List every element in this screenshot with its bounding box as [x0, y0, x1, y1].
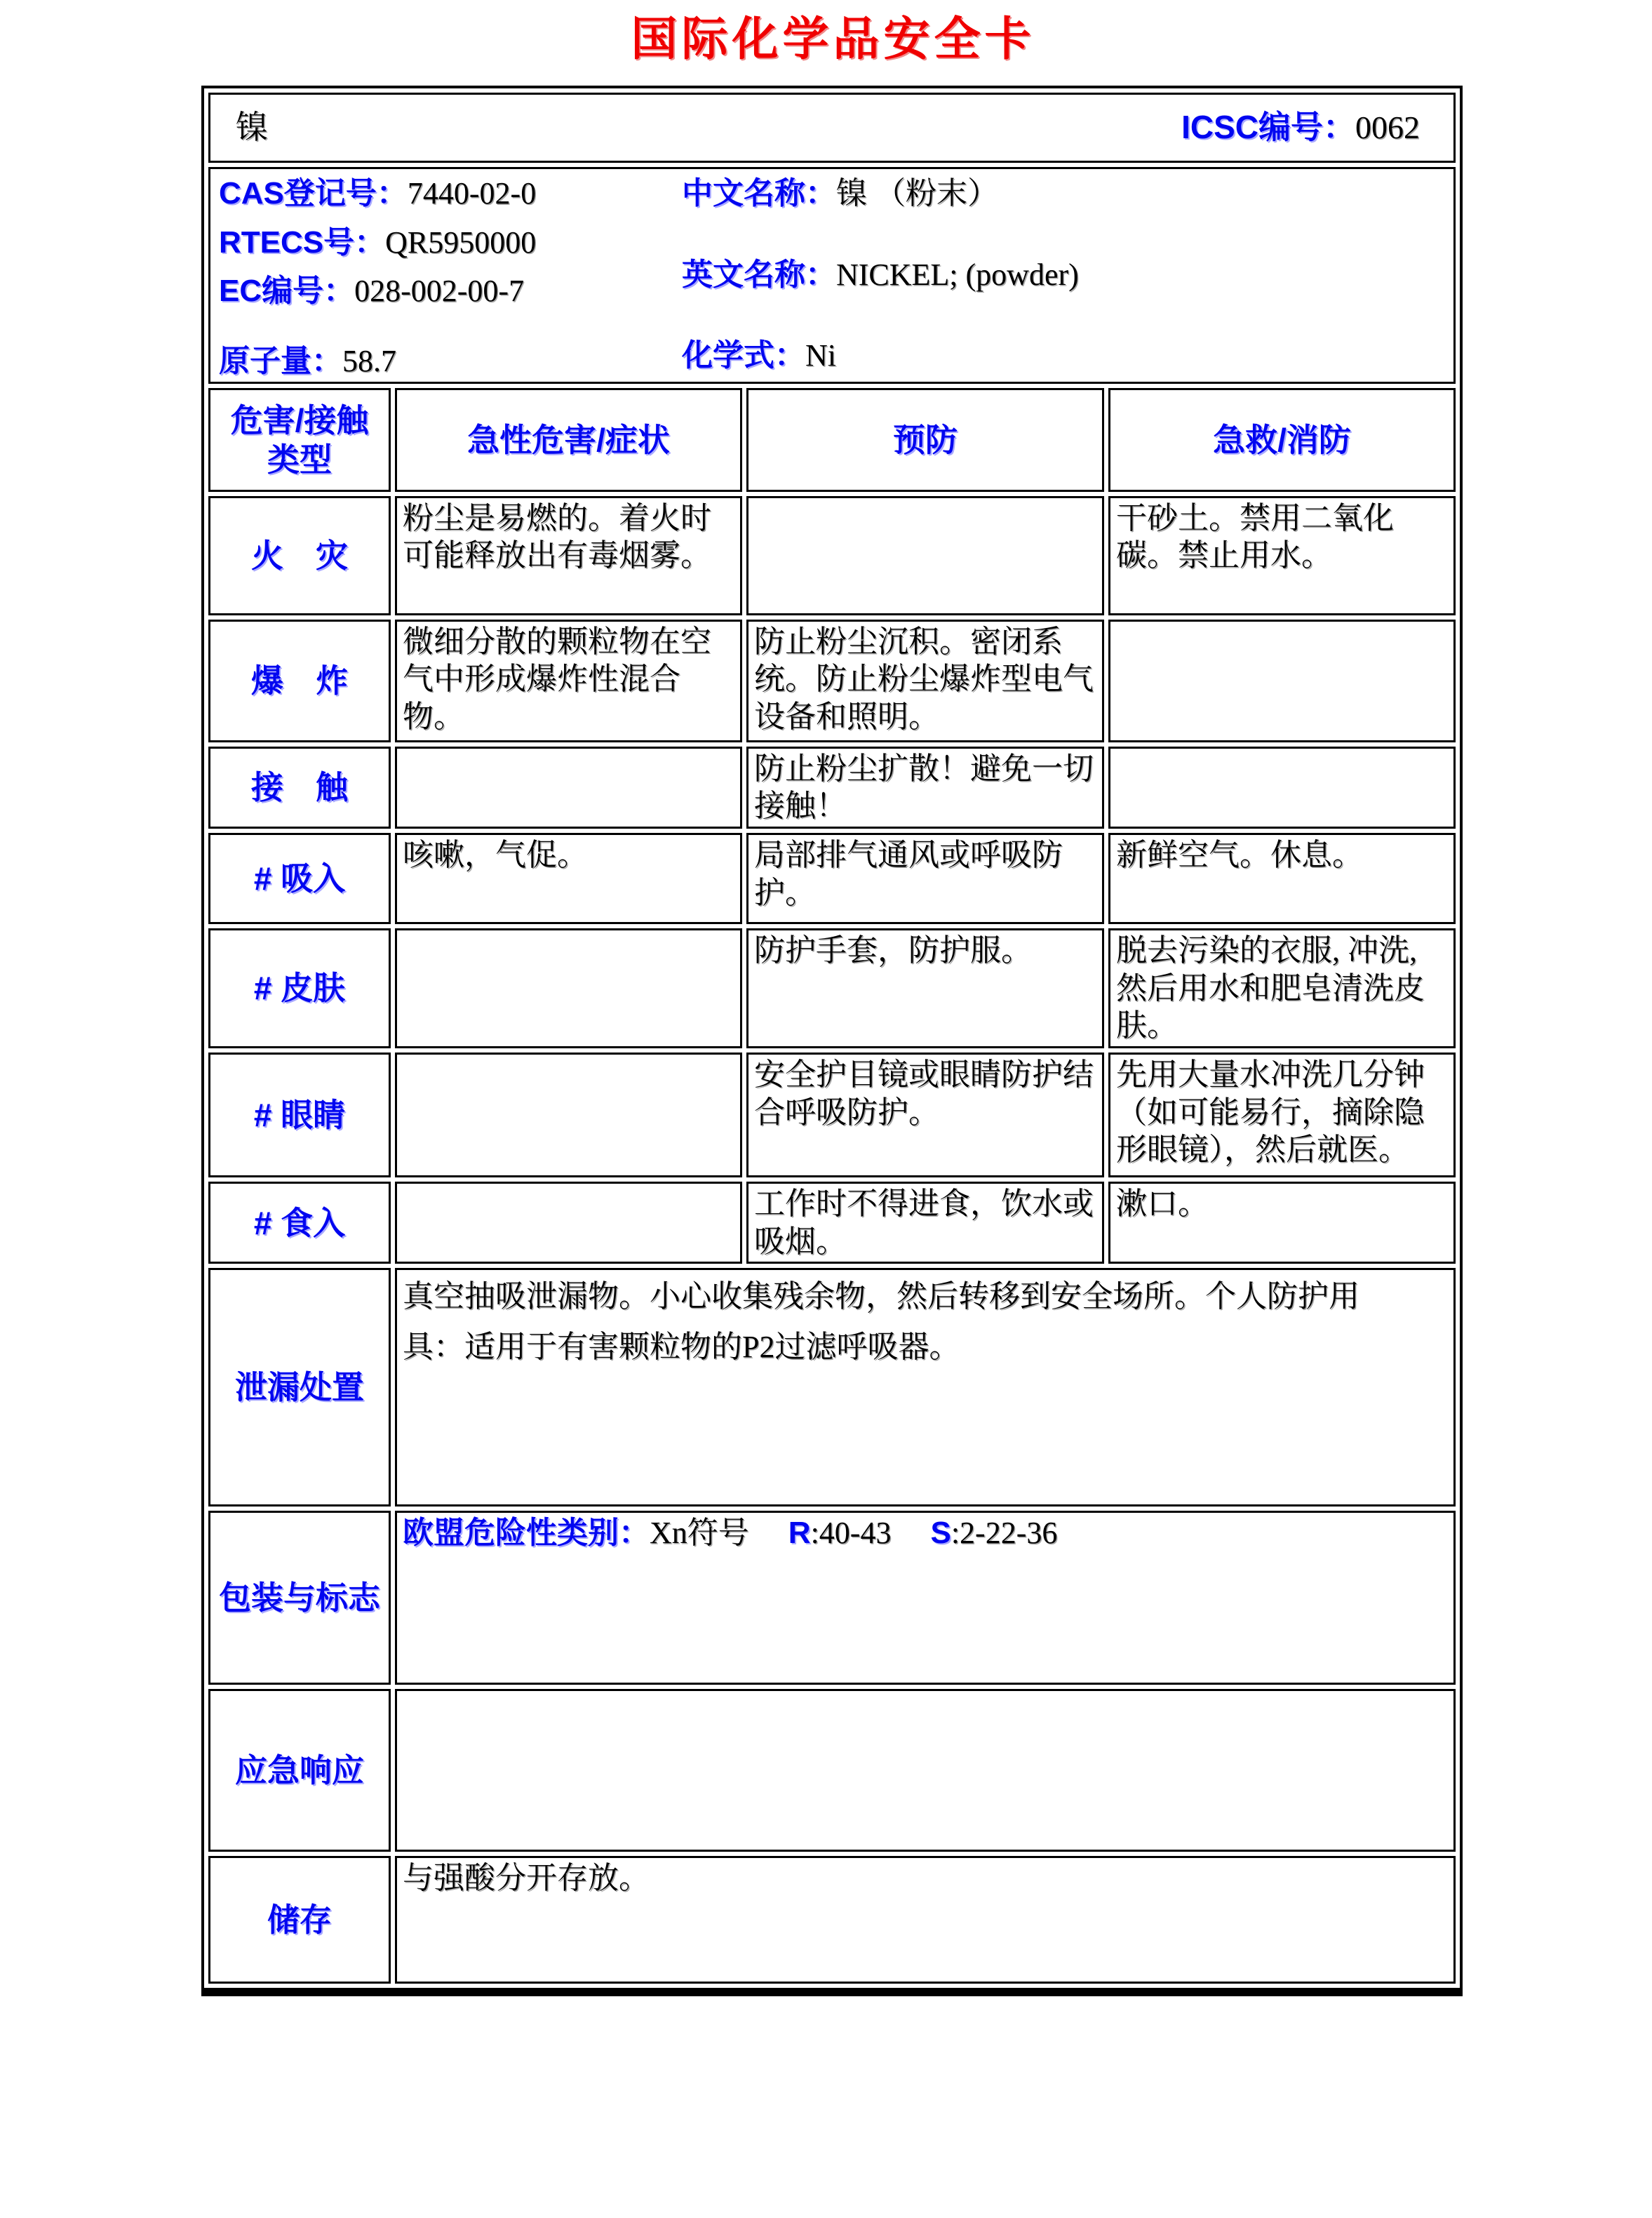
atomic-mass-label: 原子量： — [219, 344, 342, 379]
explosion-prevention-cell: 防止粉尘沉积。密闭系统。防止粉尘爆炸型电气设备和照明。 — [746, 620, 1104, 742]
row-label-eyes: # 眼睛 — [208, 1053, 391, 1177]
section-label-storage: 储存 — [208, 1856, 391, 1984]
hazard-row-skin — [208, 928, 1456, 1048]
inhalation-symptoms-cell: 咳嗽，气促。 — [395, 833, 742, 924]
eu-class-label: 欧盟危险性类别： — [403, 1516, 650, 1551]
explosion-first-aid-cell — [1108, 620, 1456, 742]
ec-label: EC编号： — [219, 274, 355, 309]
column-header-row — [208, 388, 1456, 492]
section-row-spill — [208, 1268, 1456, 1506]
hazard-row-explosion — [208, 620, 1456, 742]
contact-first-aid-cell — [1108, 747, 1456, 829]
section-row-storage — [208, 1856, 1456, 1984]
r-phrase-label: R — [788, 1516, 811, 1551]
explosion-symptoms-cell: 微细分散的颗粒物在空气中形成爆炸性混合物。 — [395, 620, 742, 742]
identifiers-cell — [208, 167, 1456, 384]
ec-value: 028-002-00-7 — [354, 274, 525, 309]
contact-symptoms-cell — [395, 747, 742, 829]
row-label-fire: 火 灾 — [208, 496, 391, 615]
cas-value: 7440-02-0 — [407, 176, 537, 211]
fire-symptoms-cell: 粉尘是易燃的。着火时可能释放出有毒烟雾。 — [395, 496, 742, 615]
hazard-row-ingestion — [208, 1182, 1456, 1264]
col-header-symptoms: 急性危害/症状 — [395, 388, 742, 492]
header-row — [208, 93, 1456, 163]
eyes-prevention-cell: 安全护目镜或眼睛防护结合呼吸防护。 — [746, 1053, 1104, 1177]
spill-content-cell — [395, 1268, 1456, 1506]
hazard-row-contact — [208, 747, 1456, 829]
icsc-card — [201, 86, 1463, 1996]
spill-text: 真空抽吸泄漏物。小心收集残余物，然后转移到安全场所。个人防护用具：适用于有害颗粒物的P2过滤呼吸器。 — [403, 1279, 1359, 1364]
fire-first-aid-cell: 干砂土。禁用二氧化碳。禁止用水。 — [1108, 496, 1456, 615]
col-header-first-aid: 急救/消防 — [1108, 388, 1456, 492]
eu-class-value: Xn符号 — [650, 1516, 749, 1551]
icsc-table — [201, 86, 1463, 1996]
col-header-prevention: 预防 — [746, 388, 1104, 492]
english-name-value: NICKEL; (powder) — [836, 257, 1079, 292]
inhalation-first-aid-cell: 新鲜空气。休息。 — [1108, 833, 1456, 924]
eu-hazard-class-line — [403, 1514, 1448, 1552]
fire-prevention-cell — [746, 496, 1104, 615]
s-phrase-label: S — [930, 1516, 951, 1551]
inhalation-prevention-cell: 局部排气通风或呼吸防护。 — [746, 833, 1104, 924]
section-label-spill: 泄漏处置 — [208, 1268, 391, 1506]
icsc-number-label: ICSC编号： — [1181, 109, 1355, 146]
storage-content-cell: 与强酸分开存放。 — [395, 1856, 1456, 1984]
identifiers-left — [219, 175, 682, 380]
identifiers-row — [208, 167, 1456, 384]
col-header-hazard-type: 危害/接触 类型 — [208, 388, 391, 492]
atomic-mass-value: 58.7 — [342, 344, 396, 379]
hazard-row-inhalation — [208, 833, 1456, 924]
row-label-inhalation: # 吸入 — [208, 833, 391, 924]
formula-value: Ni — [805, 338, 836, 373]
english-name-label: 英文名称： — [682, 257, 836, 292]
section-row-emergency — [208, 1689, 1456, 1852]
formula-label: 化学式： — [682, 338, 805, 373]
row-label-explosion: 爆 炸 — [208, 620, 391, 742]
icsc-number-value: 0062 — [1355, 109, 1420, 146]
skin-symptoms-cell — [395, 928, 742, 1048]
chinese-name-value: 镍 （粉末） — [836, 176, 998, 211]
hazard-row-eyes — [208, 1053, 1456, 1177]
header-strip-cell — [208, 93, 1456, 163]
chinese-name-label: 中文名称： — [682, 176, 836, 211]
eyes-symptoms-cell — [395, 1053, 742, 1177]
emergency-content-cell — [395, 1689, 1456, 1852]
section-row-packaging — [208, 1511, 1456, 1685]
identifiers-right — [682, 175, 1448, 380]
icsc-number — [1181, 107, 1420, 147]
eyes-first-aid-cell: 先用大量水冲洗几分钟（如可能易行，摘除隐形眼镜），然后就医。 — [1108, 1053, 1456, 1177]
substance-name: 镍 — [236, 109, 268, 145]
section-label-emergency: 应急响应 — [208, 1689, 391, 1852]
row-label-ingestion: # 食入 — [208, 1182, 391, 1264]
skin-first-aid-cell: 脱去污染的衣服, 冲洗, 然后用水和肥皂清洗皮肤。 — [1108, 928, 1456, 1048]
packaging-content-cell — [395, 1511, 1456, 1685]
r-phrase-value: :40-43 — [810, 1516, 892, 1551]
s-phrase-value: :2-22-36 — [951, 1516, 1058, 1551]
rtecs-label: RTECS号： — [219, 225, 386, 260]
ingestion-prevention-cell: 工作时不得进食，饮水或吸烟。 — [746, 1182, 1104, 1264]
row-label-contact: 接 触 — [208, 747, 391, 829]
cas-label: CAS登记号： — [219, 176, 408, 211]
skin-prevention-cell: 防护手套，防护服。 — [746, 928, 1104, 1048]
ingestion-first-aid-cell: 漱口。 — [1108, 1182, 1456, 1264]
section-label-packaging: 包装与标志 — [208, 1511, 391, 1685]
rtecs-value: QR5950000 — [385, 225, 537, 260]
row-label-skin: # 皮肤 — [208, 928, 391, 1048]
ingestion-symptoms-cell — [395, 1182, 742, 1264]
page-title: 国际化学品安全卡 — [631, 11, 1035, 66]
hazard-row-fire — [208, 496, 1456, 615]
contact-prevention-cell: 防止粉尘扩散！避免一切接触！ — [746, 747, 1104, 829]
